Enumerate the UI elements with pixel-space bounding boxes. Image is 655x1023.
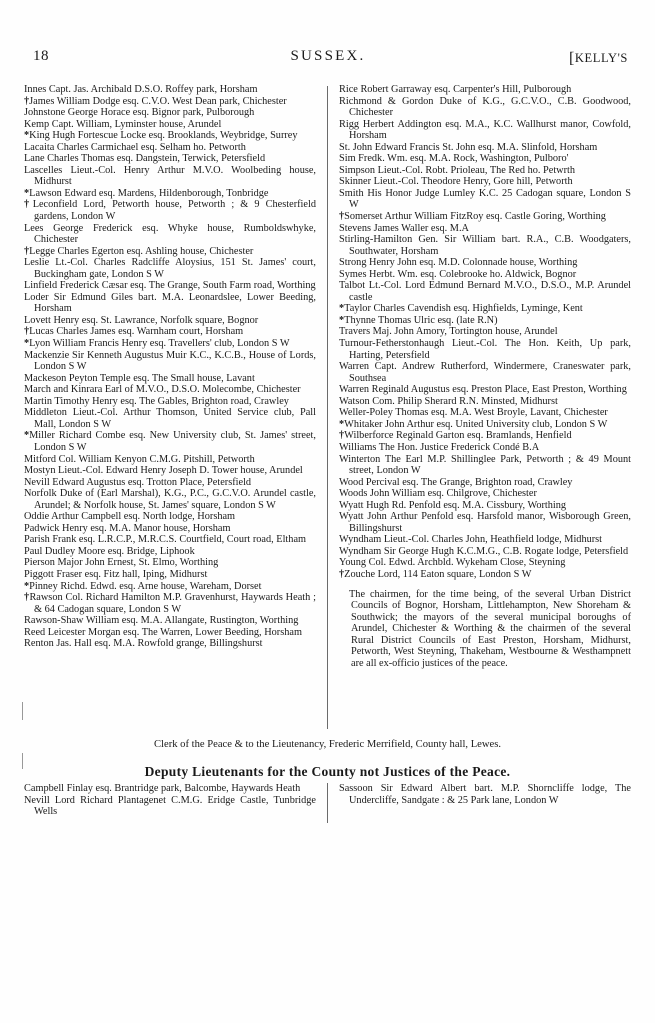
justice-entry: Travers Maj. John Amory, Tortington house, Arundel <box>339 326 558 338</box>
justice-entry: Paul Dudley Moore esq. Bridge, Liphook <box>24 545 195 557</box>
justice-entry: Woods John William esq. Chilgrove, Chichester <box>339 488 537 500</box>
justice-entry: †Wilberforce Reginald Garton esq. Bramlands, Henfield <box>339 430 572 442</box>
justice-entry: Middleton Lieut.-Col. Arthur Thomson, United Service club, Pall Mall, London S W <box>24 407 316 430</box>
justice-entry: Watson Com. Philip Sherard R.N. Minsted, Midhurst <box>339 395 558 407</box>
justice-entry: Williams The Hon. Justice Frederick Condé B.A <box>339 441 540 453</box>
justice-entry: Wyatt John Arthur Penfold esq. Harsfold manor, Wisborough Green, Billingshurst <box>339 511 631 534</box>
justice-entry: Rawson-Shaw William esq. M.A. Allangate, Rustington, Worthing <box>24 615 299 627</box>
justice-entry: Lascelles Lieut.-Col. Henry Arthur M.V.O. Woolbeding house, Midhurst <box>24 164 316 188</box>
entry-mark: † <box>24 326 30 338</box>
justice-entry: Simpson Lieut.-Col. Robt. Prioleau, The Red ho. Petwrth <box>339 164 576 176</box>
justice-entry: Piggott Fraser esq. Fitz hall, Iping, Midhurst <box>24 568 208 580</box>
justice-entry: Strong Henry John esq. M.D. Colonnade house, Worthing <box>339 257 578 269</box>
deputy-lieutenants-column-right <box>339 783 631 806</box>
margin-tick <box>22 753 23 769</box>
entry-mark: † <box>339 430 345 442</box>
justice-entry: *Lawson Edward esq. Mardens, Hildenborough, Tonbridge <box>24 187 269 199</box>
page-folio-number: 18 <box>33 48 49 64</box>
justice-entry: Nevill Edward Augustus esq. Trotton Place, Petersfield <box>24 476 252 488</box>
justice-entry: †Rawson Col. Richard Hamilton M.P. Gravenhurst, Haywards Heath ; & 64 Cadogan square, London S W <box>24 592 316 615</box>
justice-entry: *Taylor Charles Cavendish esq. Highfields, Lyminge, Kent <box>339 303 583 315</box>
justice-entry: Lacaita Charles Carmichael esq. Selham ho. Petworth <box>24 141 246 153</box>
margin-tick <box>22 702 23 720</box>
entry-mark: † <box>339 211 345 223</box>
justice-entry: Kemp Capt. William, Lyminster house, Arundel <box>24 118 222 130</box>
justice-entry: Rice Robert Garraway esq. Carpenter's Hill, Pulborough <box>339 84 572 95</box>
entry-mark: * <box>24 187 30 199</box>
justice-entry: Leslie Lt.-Col. Charles Radcliffe Aloysius, 151 St. James' court, Buckingham gate, London S W <box>24 257 316 280</box>
justice-entry: March and Kinrara Earl of M.V.O., D.S.O. Molecombe, Chichester <box>24 384 301 396</box>
justice-entry: Lane Charles Thomas esq. Dangstein, Terwick, Petersfield <box>24 153 266 165</box>
justice-entry: Parish Frank esq. L.R.C.P., M.R.C.S. Courtfield, Court road, Eltham <box>24 534 307 546</box>
entry-mark: † <box>24 245 30 257</box>
publisher-title <box>569 50 628 68</box>
justice-entry: *Lyon William Francis Henry esq. Travellers' club, London S W <box>24 338 290 350</box>
justice-entry: *King Hugh Fortescue Locke esq. Brooklands, Weybridge, Surrey <box>24 130 298 142</box>
justice-entry: Mackenzie Sir Kenneth Augustus Muir K.C., K.C.B., House of Lords, London S W <box>24 349 316 373</box>
justice-entry: Talbot Lt.-Col. Lord Edmund Bernard M.V.O., D.S.O., M.P. Arundel castle <box>339 280 631 303</box>
ex-officio-note: The chairmen, for the time being, of the several Urban District Councils of Bognor, Horsham, Littlehampton, New Shoreham & Southwick; the mayors of the several municipal boroughs of Arundel, Chichester & Worthing & the chairmen of the several Rural District Councils of East Preston, Horsham, Midhurst, Petworth, West Steyning, Thakeham, Westbourne & Westhampnett are all ex-officio justices of the peace. <box>349 588 631 669</box>
justice-entry: Renton Jas. Hall esq. M.A. Rowfold grange, Billingshurst <box>24 638 263 650</box>
justice-entry: Pierson Major John Ernest, St. Elmo, Worthing <box>24 557 219 569</box>
justice-entry: Martin Timothy Henry esq. The Gables, Brighton road, Crawley <box>24 395 289 407</box>
entry-mark: * <box>24 338 30 350</box>
publisher-label: KELLY'S <box>574 51 628 65</box>
deputy-lieutenant-entry: Sassoon Sir Edward Albert bart. M.P. Shorncliffe lodge, The Undercliffe, Sandgate : & 25 Park lane, London W <box>339 783 631 806</box>
entry-mark: † <box>24 95 30 107</box>
justice-entry: †Lucas Charles James esq. Warnham court, Horsham <box>24 326 244 338</box>
entry-mark: † <box>339 568 345 580</box>
justice-entry: †Zouche Lord, 114 Eaton square, London S W <box>339 568 532 580</box>
justice-entry: Turnour-Fetherstonhaugh Lieut.-Col. The Hon. Keith, Up park, Harting, Petersfield <box>339 338 631 361</box>
justice-entry: Lovett Henry esq. St. Lawrance, Norfolk square, Bognor <box>24 314 259 326</box>
county-title: SUSSEX. <box>290 48 366 64</box>
justice-entry: Warren Capt. Andrew Rutherford, Windermere, Craneswater park, Southsea <box>339 361 631 384</box>
entry-mark: * <box>339 418 345 430</box>
running-head <box>28 48 628 70</box>
justice-entry: *Miller Richard Combe esq. New University club, St. James' street, London S W <box>24 430 316 453</box>
entry-mark: * <box>24 130 30 142</box>
justice-entry: Padwick Henry esq. M.A. Manor house, Horsham <box>24 522 231 534</box>
entry-mark: † <box>24 199 33 211</box>
justices-column-left <box>24 84 316 650</box>
justice-entry: Rigg Herbert Addington esq. M.A., K.C. Wallhurst manor, Cowfold, Horsham <box>339 118 631 142</box>
justice-entry: Oddie Arthur Campbell esq. North lodge, Horsham <box>24 511 236 523</box>
justice-entry: Weller-Poley Thomas esq. M.A. West Broyle, Lavant, Chichester <box>339 407 608 419</box>
justice-entry: Richmond & Gordon Duke of K.G., G.C.V.O., C.B. Goodwood, Chichester <box>339 95 631 119</box>
justice-entry: Symes Herbt. Wm. esq. Colebrooke ho. Aldwick, Bognor <box>339 268 577 280</box>
clerk-of-the-peace-line: Clerk of the Peace & to the Lieutenancy, Frederic Merrifield, County hall, Lewes. <box>153 739 502 750</box>
justice-entry: *Whitaker John Arthur esq. United University club, London S W <box>339 418 608 430</box>
justice-entry: †Leconfield Lord, Petworth house, Petworth ; & 9 Chesterfield gardens, London W <box>24 199 316 223</box>
justice-entry: Mitford Col. William Kenyon C.M.G. Pitshill, Petworth <box>24 453 255 465</box>
justice-entry: Loder Sir Edmund Giles bart. M.A. Leonardslee, Lower Beeding, Horsham <box>24 291 316 315</box>
deputy-lieutenant-entry: Nevill Lord Richard Plantagenet C.M.G. Eridge Castle, Tunbridge Wells <box>24 794 316 818</box>
justice-entry: Wyndham Sir George Hugh K.C.M.G., C.B. Rogate lodge, Petersfield <box>339 545 629 557</box>
justice-entry: Skinner Lieut.-Col. Theodore Henry, Gore hill, Petworth <box>339 176 573 188</box>
justice-entry: Winterton The Earl M.P. Shillinglee Park, Petworth ; & 49 Mount street, London W <box>339 453 631 477</box>
justices-column-right <box>339 84 631 669</box>
justice-entry: †Somerset Arthur William FitzRoy esq. Castle Goring, Worthing <box>339 211 606 223</box>
justice-entry: Mackeson Peyton Temple esq. The Small house, Lavant <box>24 372 255 384</box>
justice-entry: Wyatt Hugh Rd. Penfold esq. M.A. Cissbury, Worthing <box>339 499 567 511</box>
justice-entry: Mostyn Lieut.-Col. Edward Henry Joseph D. Tower house, Arundel <box>24 465 303 477</box>
justice-entry: Lees George Frederick esq. Whyke house, Rumboldswhyke, Chichester <box>24 222 316 246</box>
justice-entry: Linfield Frederick Cæsar esq. The Grange, South Farm road, Worthing <box>24 280 316 292</box>
deputy-lieutenants-column-left <box>24 783 316 818</box>
justice-entry: *Pinney Richd. Edwd. esq. Arne house, Wareham, Dorset <box>24 580 262 592</box>
justice-entry: Norfolk Duke of (Earl Marshal), K.G., P.C., G.C.V.O. Arundel castle, Arundel; & Norfolk house, St. James' square, London S W <box>24 488 316 511</box>
justice-entry: St. John Edward Francis St. John esq. M.A. Slinfold, Horsham <box>339 141 598 153</box>
justice-entry: Reed Leicester Morgan esq. The Warren, Lower Beeding, Horsham <box>24 626 302 638</box>
justice-entry: *Thynne Thomas Ulric esq. (late R.N) <box>339 314 498 326</box>
justice-entry: Sim Fredk. Wm. esq. M.A. Rock, Washington, Pulboro' <box>339 153 569 165</box>
entry-mark: † <box>24 592 30 604</box>
entry-mark: * <box>339 303 345 315</box>
justice-entry: †James William Dodge esq. C.V.O. West Dean park, Chichester <box>24 95 287 107</box>
justice-entry: Stevens James Waller esq. M.A <box>339 222 469 234</box>
entry-mark: * <box>24 430 30 442</box>
paragraph-gap <box>339 581 631 589</box>
justice-entry: Warren Reginald Augustus esq. Preston Place, East Preston, Worthing <box>339 384 627 396</box>
justice-entry: Innes Capt. Jas. Archibald D.S.O. Roffey park, Horsham <box>24 84 258 95</box>
justice-entry: Wyndham Lieut.-Col. Charles John, Heathfield lodge, Midhurst <box>339 534 603 546</box>
justice-entry: Wood Percival esq. The Grange, Brighton road, Crawley <box>339 476 573 488</box>
justice-entry: Young Col. Edwd. Archbld. Wykeham Close, Steyning <box>339 557 566 569</box>
deputy-lieutenant-entry: Campbell Finlay esq. Brantridge park, Balcombe, Haywards Heath <box>24 783 301 794</box>
justice-entry: Smith His Honor Judge Lumley K.C. 25 Cadogan square, London S W <box>339 187 631 211</box>
entry-mark: * <box>339 314 345 326</box>
deputy-column-divider-rule <box>327 783 328 823</box>
justice-entry: Stirling-Hamilton Gen. Sir William bart. R.A., C.B. Woodgaters, Southwater, Horsham <box>339 234 631 257</box>
column-divider-rule <box>327 86 328 729</box>
justice-entry: †Legge Charles Egerton esq. Ashling house, Chichester <box>24 245 254 257</box>
deputy-lieutenants-heading: Deputy Lieutenants for the County not Justices of the Peace. <box>144 764 511 779</box>
bracket-glyph: [ <box>568 50 575 67</box>
entry-mark: * <box>24 580 30 592</box>
justice-entry: Johnstone George Horace esq. Bignor park, Pulborough <box>24 107 255 119</box>
